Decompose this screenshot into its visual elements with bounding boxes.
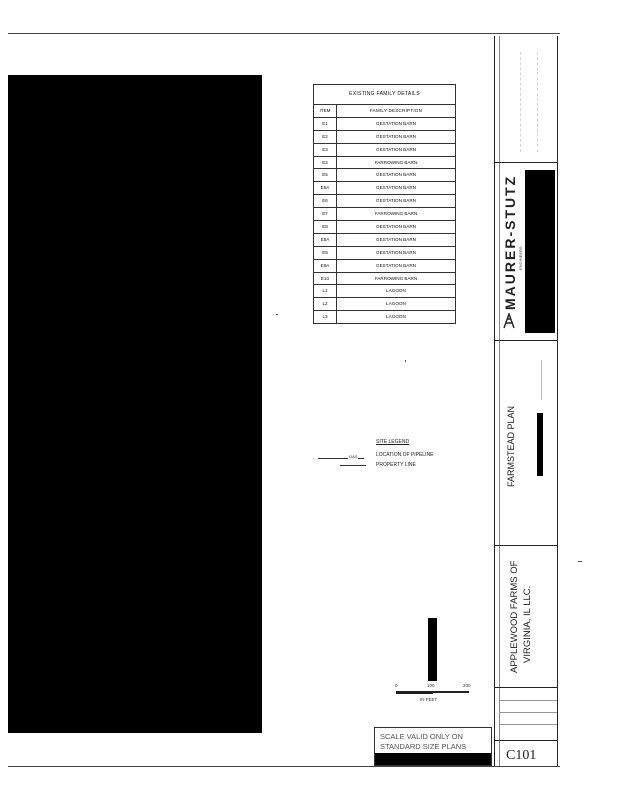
table-row: [313, 118, 456, 131]
scale-caption: IN FEET: [420, 697, 438, 702]
table-cell-item: L3: [314, 311, 337, 323]
title-block-right-border: [557, 36, 558, 766]
sheet-bottom-border: [8, 766, 560, 767]
legend-property-line-label: PROPERTY LINE: [376, 462, 416, 468]
legend-pipeline-symbol: [318, 455, 364, 461]
table-cell-description: GESTATION BARN: [376, 185, 416, 191]
redacted-note-bar: [375, 753, 491, 765]
existing-facility-details-table: [313, 84, 456, 324]
table-cell-item: E7: [314, 208, 337, 220]
table-row: [313, 311, 456, 324]
table-row: [313, 234, 456, 247]
client-name-line2: VIRGINIA, IL LLC.: [522, 585, 533, 663]
table-cell-item: E5A: [314, 182, 337, 194]
table-row: [313, 273, 456, 286]
table-row: [313, 208, 456, 221]
table-cell-description: GESTATION BARN: [376, 224, 416, 230]
table-row: [313, 131, 456, 144]
table-row: [313, 285, 456, 298]
table-cell-item: E2: [314, 131, 337, 143]
table-cell-item: E10: [314, 273, 337, 285]
client-name-line1: APPLEWOOD FARMS OF: [509, 560, 520, 673]
scale-tick-0: 0: [395, 683, 398, 688]
sheet-title: FARMSTEAD PLAN: [506, 405, 516, 487]
table-cell-description: GESTATION BARN: [376, 262, 416, 268]
stray-mark: [405, 360, 406, 362]
table-cell-description: LAGOON: [386, 288, 406, 294]
table-row: [313, 144, 456, 157]
table-body: [313, 118, 456, 324]
title-block-inner-border: [499, 36, 500, 766]
table-cell-description: GESTATION BARN: [376, 133, 416, 139]
table-cell-item: E5: [314, 169, 337, 181]
table-cell-item: E9A: [314, 260, 337, 272]
scale-tick-100: 100: [427, 683, 435, 688]
table-row: [313, 195, 456, 208]
table-cell-item: E9: [314, 247, 337, 259]
sheet-number: C101: [506, 748, 537, 763]
margin-mark: [578, 561, 582, 562]
table-cell-item: E1: [314, 118, 337, 130]
table-cell-description: GESTATION BARN: [376, 146, 416, 152]
table-cell-description: GESTATION BARN: [376, 120, 416, 126]
table-row: [313, 298, 456, 311]
stray-mark: [276, 314, 278, 315]
table-cell-description: GESTATION BARN: [376, 198, 416, 204]
firm-subtitle: ENGINEERS: [518, 246, 523, 270]
table-row: [313, 182, 456, 195]
redacted-firm-info: [525, 170, 555, 333]
table-cell-description: LAGOON: [386, 314, 406, 320]
table-header-row: [313, 105, 456, 118]
table-cell-item: E6: [314, 195, 337, 207]
table-row: [313, 221, 456, 234]
scale-bar-solid: [396, 691, 433, 694]
engineer-seal-area: [510, 48, 546, 156]
redacted-sheet-info: [537, 413, 543, 476]
sheet-top-border: [8, 33, 560, 34]
table-header-item: ITEM: [314, 105, 337, 117]
table-cell-description: FARROWING BARN: [374, 159, 418, 165]
tb-divider-1: [494, 162, 557, 163]
legend-pipeline-label: LOCATION OF PIPELINE: [376, 452, 434, 458]
scale-note-line1: SCALE VALID ONLY ON: [380, 732, 463, 741]
tb-divider-5: [494, 740, 557, 741]
scale-tick-200: 200: [463, 683, 471, 688]
table-cell-description: GESTATION BARN: [376, 249, 416, 255]
table-cell-item: E4: [314, 157, 337, 169]
table-cell-item: L1: [314, 285, 337, 297]
sheet-title-minor-rule: [541, 360, 542, 400]
table-cell-item: E3: [314, 144, 337, 156]
table-cell-item: E8: [314, 221, 337, 233]
table-row: [313, 260, 456, 273]
scale-note-line2: STANDARD SIZE PLANS: [380, 742, 467, 751]
table-row: [313, 247, 456, 260]
table-cell-description: LAGOON: [386, 301, 406, 307]
legend-gas-mark: GAS: [349, 454, 358, 459]
tb-divider-2: [494, 340, 557, 341]
table-header-description: FAMILY DESCRIPTION: [369, 108, 423, 113]
project-info-rows: [499, 688, 557, 740]
graphic-scale: [395, 683, 471, 704]
title-block-left-border: [494, 36, 495, 766]
table-title: EXISTING FAMILY DETAILS: [313, 84, 456, 105]
redacted-north-arrow: [428, 618, 437, 681]
legend-property-line-symbol: [340, 465, 366, 466]
table-row: [313, 169, 456, 182]
table-cell-item: L2: [314, 298, 337, 310]
firm-name: MAURER-STUTZ: [502, 174, 518, 310]
legend-title: SITE LEGEND: [376, 439, 410, 445]
firm-logo-icon: [503, 313, 515, 329]
table-cell-description: GESTATION BARN: [376, 236, 416, 242]
scale-bar-open: [433, 691, 469, 693]
table-cell-item: E8A: [314, 234, 337, 246]
table-cell-description: FARROWING BARN: [374, 275, 418, 281]
table-cell-description: FARROWING BARN: [374, 211, 418, 217]
table-cell-description: GESTATION BARN: [376, 172, 416, 178]
table-row: [313, 157, 456, 170]
scale-valid-note: [374, 727, 492, 766]
tb-divider-3: [494, 545, 557, 546]
redacted-drawing-area: [8, 75, 262, 733]
